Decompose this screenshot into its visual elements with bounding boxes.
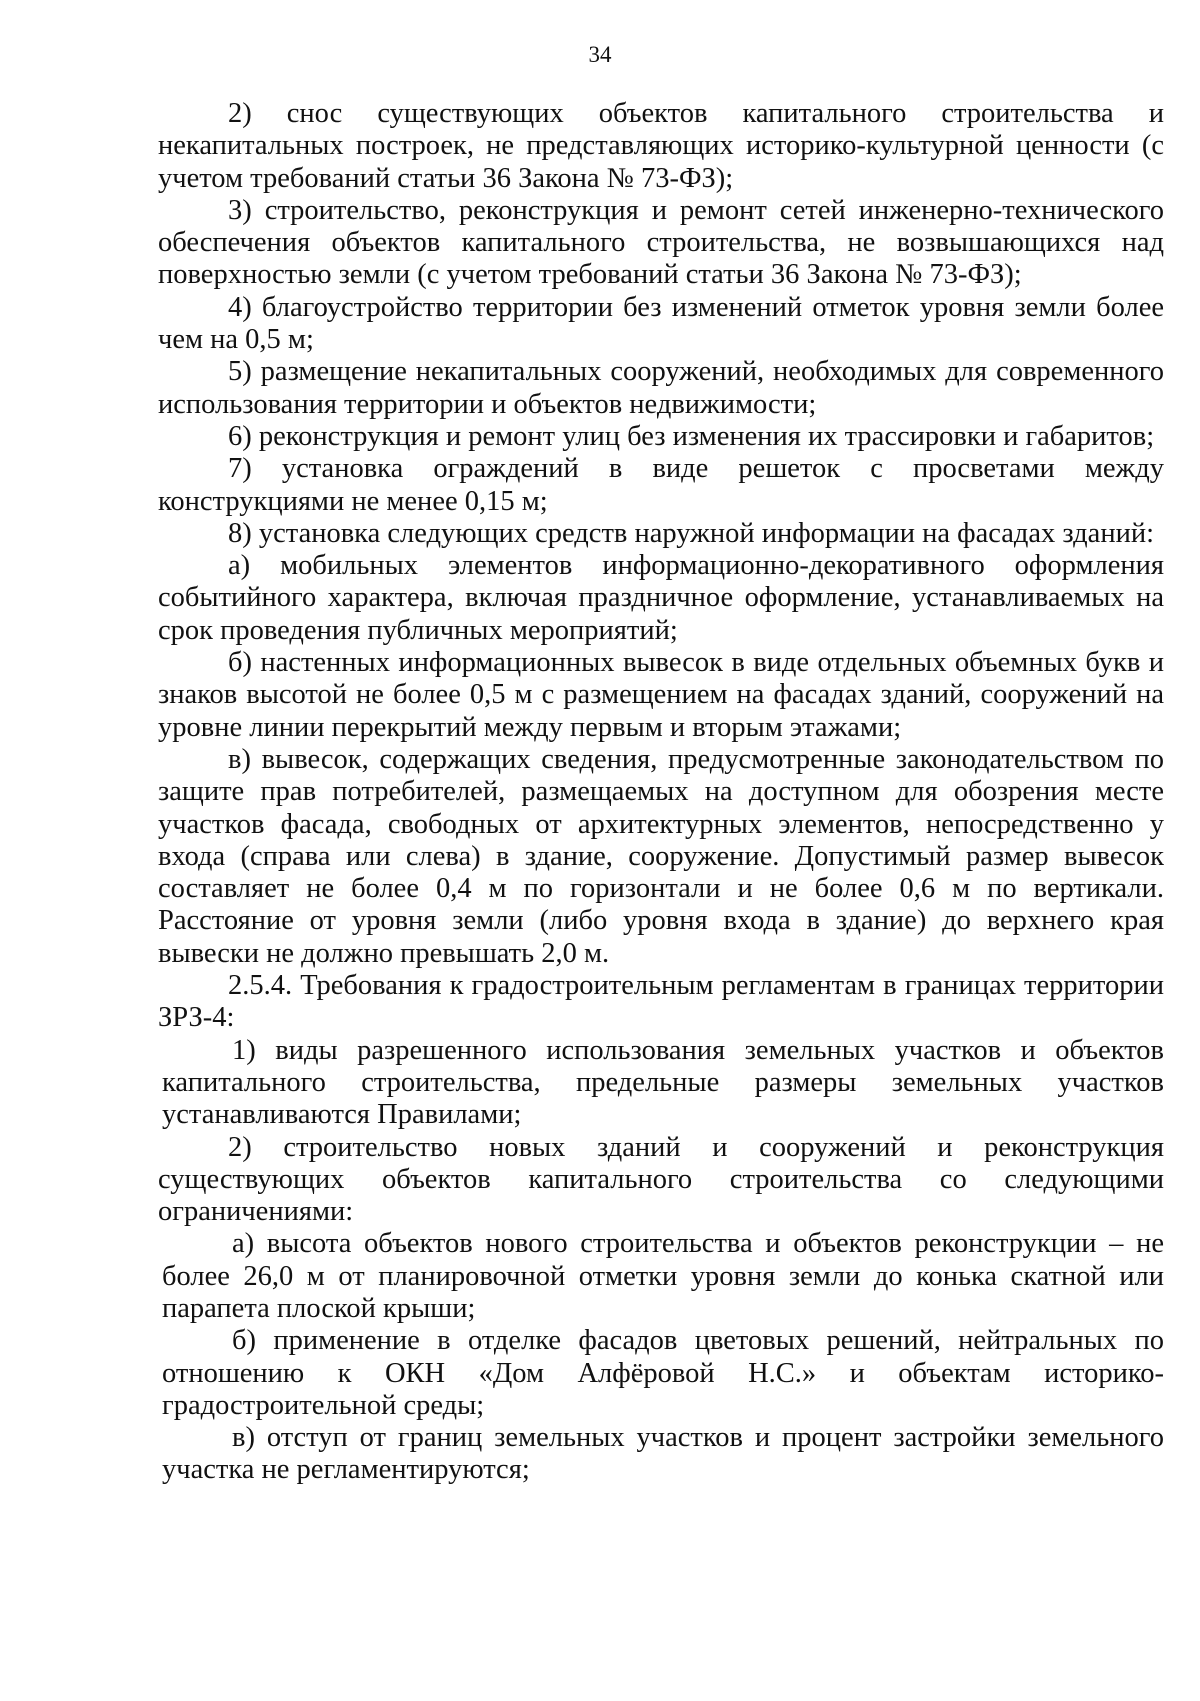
- paragraph-facade-colors: б) применение в отделке фасадов цветовых решений, нейтральных по отношению к ОКН «Дом Алфёровой Н.С.» и объектам историко-градостроительной среды;: [162, 1325, 1164, 1421]
- paragraph-consumer-signs: в) вывесок, содержащих сведения, предусмотренные законодательством по защите прав потребителей, размещаемых на доступном для обозрения месте участков фасада, свободных от архитектурных элементов, непосредственно у входа (справа или слева) в здание, сооружение. Допустимый размер вывесок составляет не более 0,4 м по горизонтали и не более 0,6 м по вертикали. Расстояние от уровня земли (либо уровня входа в здание) до верхнего края вывески не должно превышать 2,0 м.: [158, 743, 1164, 969]
- paragraph-wall-signs: б) настенных информационных вывесок в виде отдельных объемных букв и знаков высотой не более 0,5 м с размещением на фасадах зданий, сооружений на уровне линии перекрытий между первым и вторым этажами;: [158, 647, 1164, 743]
- paragraph-permitted-use: 1) виды разрешенного использования земельных участков и объектов капитального строительства, предельные размеры земельных участков устанавливаются Правилами;: [162, 1034, 1164, 1131]
- paragraph-demolition: 2) снос существующих объектов капитального строительства и некапитальных построек, не представляющих историко-культурной ценности (с учетом требований статьи 36 Закона № 73-ФЗ);: [158, 98, 1164, 194]
- paragraph-outdoor-information: 8) установка следующих средств наружной информации на фасадах зданий:: [228, 517, 1154, 549]
- paragraph-mobile-elements: а) мобильных элементов информационно-декоративного оформления событийного характера, включая праздничное оформление, устанавливаемых на срок проведения публичных мероприятий;: [158, 550, 1164, 646]
- paragraph-street-reconstruction: 6) реконструкция и ремонт улиц без изменения их трассировки и габаритов;: [228, 420, 1155, 452]
- paragraph-utility-networks: 3) строительство, реконструкция и ремонт сетей инженерно-технического обеспечения объектов капитального строительства, не возвышающихся над поверхностью земли (с учетом требований статьи 36 Закона № 73-ФЗ);: [158, 194, 1164, 291]
- document-body: [158, 98, 1164, 1487]
- paragraph-height-limit: а) высота объектов нового строительства и объектов реконструкции – не более 26,0 м от планировочной отметки уровня земли до конька скатной или парапета плоской крыши;: [162, 1228, 1164, 1324]
- page-number: 34: [588, 42, 612, 67]
- paragraph-setbacks: в) отступ от границ земельных участков и процент застройки земельного участка не регламентируются;: [162, 1422, 1164, 1486]
- paragraph-new-construction: 2) строительство новых зданий и сооружений и реконструкция существующих объектов капитального строительства со следующими ограничениями:: [158, 1131, 1164, 1228]
- paragraph-non-capital-structures: 5) размещение некапитальных сооружений, необходимых для современного использования территории и объектов недвижимости;: [158, 356, 1164, 420]
- paragraph-landscaping: 4) благоустройство территории без изменений отметок уровня земли более чем на 0,5 м;: [158, 291, 1164, 356]
- paragraph-fences: 7) установка ограждений в виде решеток с просветами между конструкциями не менее 0,15 м;: [158, 453, 1164, 517]
- section-heading-2-5-4: 2.5.4. Требования к градостроительным регламентам в границах территории ЗРЗ-4:: [158, 970, 1164, 1034]
